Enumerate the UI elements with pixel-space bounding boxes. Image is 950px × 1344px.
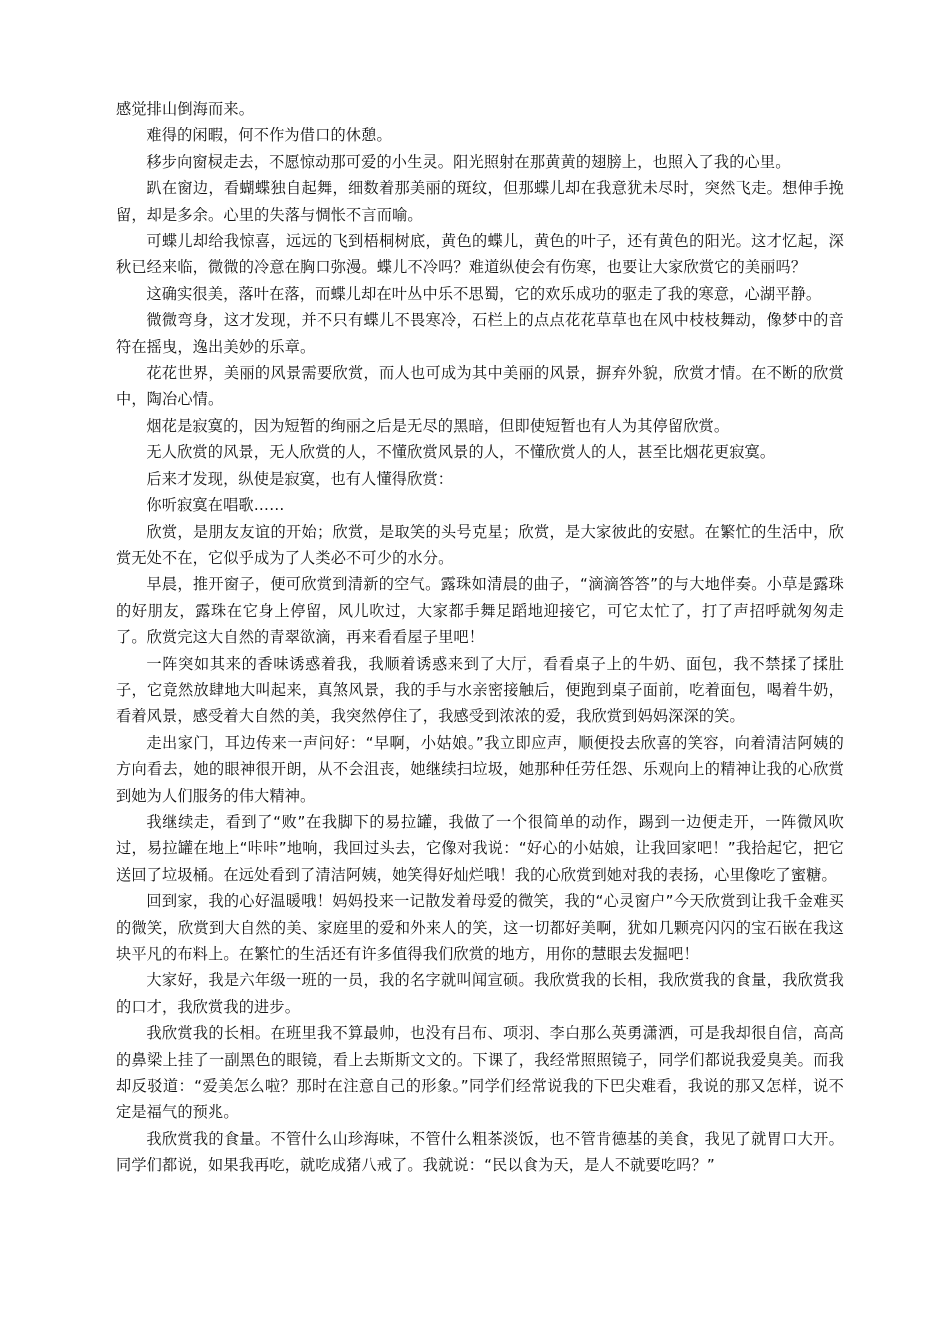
paragraph: 我欣赏我的食量。不管什么山珍海味，不管什么粗茶淡饭，也不管肯德基的美食，我见了就胃口大开。同学们都说，如果我再吃，就吃成猪八戒了。我就说：“民以食为天，是人不就要吃吗？” <box>116 1129 844 1175</box>
document-page <box>116 96 844 1179</box>
paragraph: 一阵突如其来的香味诱惑着我，我顺着诱惑来到了大厅，看看桌子上的牛奶、面包，我不禁揉了揉肚子，它竟然放肆地大叫起来，真煞风景，我的手与水亲密接触后，便跑到桌子面前，吃着面包，喝着牛奶，看着风景，感受着大自然的美，我突然停住了，我感受到浓浓的爱，我欣赏到妈妈深深的笑。 <box>116 654 844 726</box>
paragraph: 走出家门，耳边传来一声问好：“早啊，小姑娘。”我立即应声，顺便投去欣喜的笑容，向着清洁阿姨的方向看去，她的眼神很开朗，从不会沮丧，她继续扫垃圾，她那种任劳任怨、乐观向上的精神让我的心欣赏到她为人们服务的伟大精神。 <box>116 733 844 805</box>
paragraph: 可蝶儿却给我惊喜，远远的飞到梧桐树底，黄色的蝶儿，黄色的叶子，还有黄色的阳光。这才忆起，深秋已经来临，微微的冷意在胸口弥漫。蝶儿不冷吗？难道纵使会有伤寒，也要让大家欣赏它的美丽吗？ <box>116 232 844 277</box>
paragraph: 移步向窗棂走去，不愿惊动那可爱的小生灵。阳光照射在那黄黄的翅膀上，也照入了我的心里。 <box>146 152 791 171</box>
paragraph: 欣赏，是朋友友谊的开始；欣赏，是取笑的头号克星；欣赏，是大家彼此的安慰。在繁忙的生活中，欣赏无处不在，它似乎成为了人类必不可少的水分。 <box>116 522 844 567</box>
paragraph: 微微弯身，这才发现，并不只有蝶儿不畏寒冷，石栏上的点点花花草草也在风中枝枝舞动，像梦中的音符在摇曳，逸出美妙的乐章。 <box>116 311 844 356</box>
paragraph: 我欣赏我的长相。在班里我不算最帅，也没有吕布、项羽、李白那么英勇潇洒，可是我却很自信，高高的鼻梁上挂了一副黑色的眼镜，看上去斯斯文文的。下课了，我经常照照镜子，同学们都说我爱臭美。而我却反驳道：“爱美怎么啦？那时在注意自己的形象。”同学们经常说我的下巴尖难看，我说的那又怎样，说不定是福气的预兆。 <box>116 1024 844 1122</box>
paragraph: 后来才发现，纵使是寂寞，也有人懂得欣赏： <box>146 469 454 488</box>
paragraph: 花花世界，美丽的风景需要欣赏，而人也可成为其中美丽的风景，摒弃外貌，欣赏才情。在不断的欣赏中，陶冶心情。 <box>116 364 844 409</box>
paragraph: 早晨，推开窗子，便可欣赏到清新的空气。露珠如清晨的曲子，“滴滴答答”的与大地伴奏。小草是露珠的好朋友，露珠在它身上停留，风儿吹过，大家都手舞足蹈地迎接它，可它太忙了，打了声招呼就匆匆走了。欣赏完这大自然的青翠欲滴，再来看看屋子里吧！ <box>116 575 844 647</box>
paragraph: 趴在窗边，看蝴蝶独自起舞，细数着那美丽的斑纹，但那蝶儿却在我意犹未尽时，突然飞走。想伸手挽留，却是多余。心里的失落与惆怅不言而喻。 <box>116 179 844 224</box>
paragraph: 这确实很美，落叶在落，而蝶儿却在叶丛中乐不思蜀，它的欢乐成功的驱走了我的寒意，心湖平静。 <box>146 284 822 303</box>
paragraph: 无人欣赏的风景，无人欣赏的人，不懂欣赏风景的人，不懂欣赏人的人，甚至比烟花更寂寞。 <box>146 443 776 462</box>
paragraph: 难得的闲暇，何不作为借口的休憩。 <box>146 126 392 145</box>
paragraph: 大家好，我是六年级一班的一员，我的名字就叫闻宣硕。我欣赏我的长相，我欣赏我的食量，我欣赏我的口才，我欣赏我的进步。 <box>116 971 844 1016</box>
paragraph: 烟花是寂寞的，因为短暂的绚丽之后是无尽的黑暗，但即使短暂也有人为其停留欣赏。 <box>146 416 730 435</box>
paragraph: 感觉排山倒海而来。 <box>116 100 255 118</box>
paragraph: 你听寂寞在唱歌…… <box>146 496 285 515</box>
paragraph: 我继续走，看到了“败”在我脚下的易拉罐，我做了一个很简单的动作，踢到一边便走开，一阵微风吹过，易拉罐在地上“咔咔”地响，我回过头去，它像对我说：“好心的小姑娘，让我回家吧！”我拾起它，把它送回了垃圾桶。在远处看到了清洁阿姨，她笑得好灿烂哦！我的心欣赏到她对我的表扬，心里像吃了蜜糖。 <box>116 812 844 884</box>
paragraph: 回到家，我的心好温暖哦！妈妈投来一记散发着母爱的微笑，我的“心灵窗户”今天欣赏到让我千金难买的微笑，欣赏到大自然的美、家庭里的爱和外来人的笑，这一切都好美啊，犹如几颗亮闪闪的宝石嵌在我这块平凡的布料上。在繁忙的生活还有许多值得我们欣赏的地方，用你的慧眼去发掘吧！ <box>116 892 844 963</box>
